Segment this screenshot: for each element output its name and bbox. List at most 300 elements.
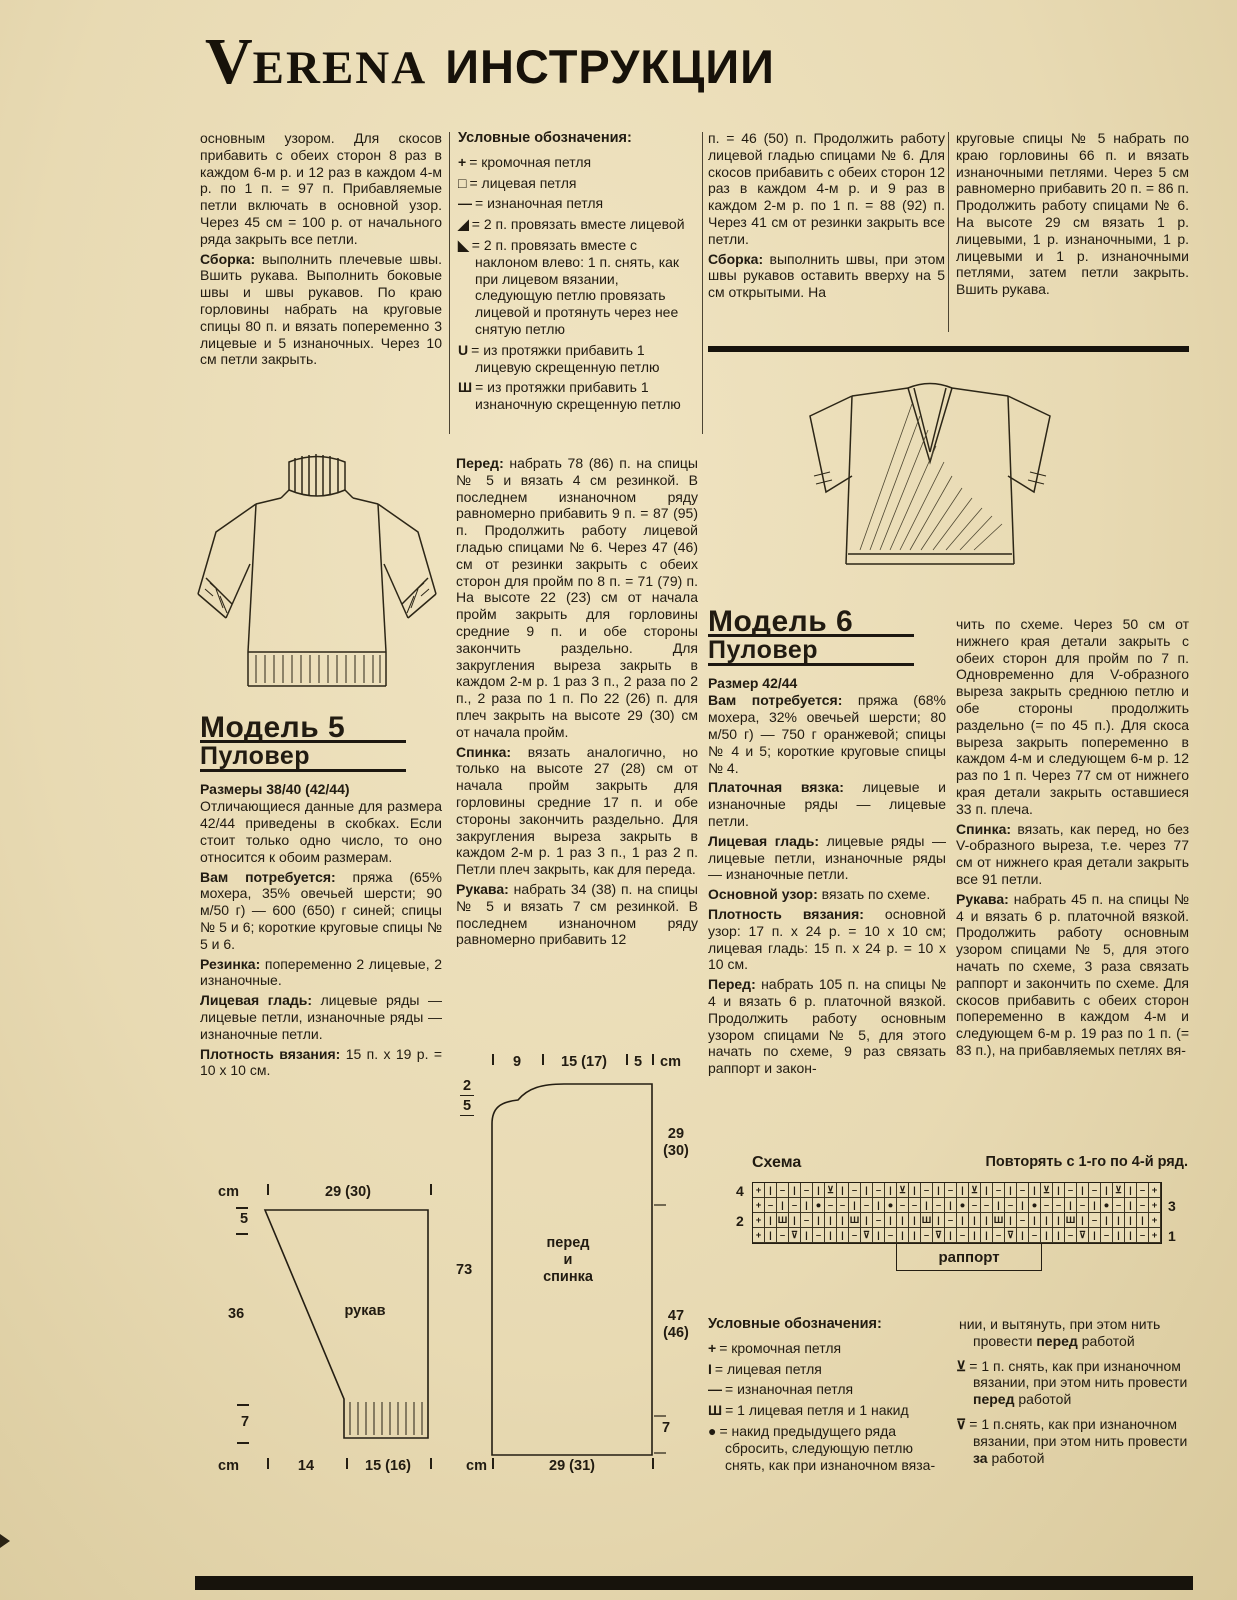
chart-cell: | [1053,1213,1065,1228]
chart-cell: – [873,1183,885,1198]
chart-cell: – [945,1213,957,1228]
chart-cell: – [1053,1198,1065,1213]
body-text: лицевые ряды — лицевые петли, изнаночные ряды — изнаночные петли. [708,832,946,883]
legend-item [458,154,698,171]
schema-title: Схема [752,1154,802,1171]
chart-cell: | [837,1213,849,1228]
para-label: Перед: [708,976,756,993]
chart-cell: – [801,1213,813,1228]
sleeve-bottom-width: 15 (16) [365,1458,411,1474]
body-text: пряжа (68% мохера, 32% овечьей шерсти; 80 м/50 г) — 750 г оранжевой; спицы № 4 и 5; короткие круговые спицы № 4. [708,692,946,776]
chart-cell: + [1149,1183,1161,1198]
legend-item [708,1402,948,1419]
chart-cell: – [1137,1228,1149,1243]
body-text: основным узором. Для скосов прибавить с обеих сторон 8 раз в каждом 6-м р. и 12 раз в каждом 4-м р. по 1 п. = 97 п. Прибавляемые петли включать в основной узор. Через 45 см = 100 р. от начального ряда закрыть все петли. [200,130,442,247]
tick-mark [492,1458,494,1469]
chart-cell: – [777,1183,789,1198]
model6-section [708,605,947,1080]
chart-cell: ⊽ [861,1228,873,1243]
body-part-line3: спинка [543,1269,593,1285]
chart-cell: | [981,1183,993,1198]
chart-cell: | [1077,1213,1089,1228]
chart-cell: | [1125,1198,1137,1213]
legend-text: нии, и вытянуть, при этом нить провести [959,1316,1161,1349]
chart-cell: – [825,1198,837,1213]
column-divider [449,132,450,434]
para-label: Спинка: [456,743,512,760]
stitch-symbol: ◣ [458,236,469,253]
body-right-mid-value: 47 [667,1308,685,1324]
body-left-top-b: 5 [460,1098,474,1116]
model6-sweater-drawing [790,364,1070,599]
body-cm-top: cm [660,1054,681,1070]
continuation-text-col1 [200,130,442,371]
legend-text: = 1 п. снять, как при изнаночном вязании, при этом нить провести [969,1357,1188,1391]
legend-item [708,1361,948,1378]
body-left-top-a: 2 [460,1078,474,1096]
symbols-legend-1 [458,130,698,417]
para-label: Плотность вязания: [708,905,864,922]
model5-sizes: Размеры 38/40 (42/44) [200,780,350,797]
para-label: Рукава: [956,890,1009,907]
legend-items [956,1316,1189,1466]
chart-cell: | [1029,1183,1041,1198]
chart-cell: – [933,1198,945,1213]
stitch-symbol: ⊻ [956,1357,967,1374]
para-label: Основной узор: [708,886,818,903]
tick-mark [430,1458,432,1469]
body-text: 15 п. х 19 р. = 10 х 10 см. [200,1045,443,1079]
body-text: круговые спицы № 5 набрать по краю горловины 66 п. и вязать изнаночными петлями. Через 5 см равномерно прибавить 20 п. = 86 п. Продолжить работу спицами № 6. На высоте 29 см вязать 1 р. лицевыми, 1 р. изнаночными, 1 р. лицевыми и 1 р. изнаночными петлями, затем петли закрыть. Вшить рукава. [956,130,1189,298]
legend-text: = 1 лицевая петля и 1 накид [725,1402,909,1419]
model5-subtitle: Пуловер [200,748,406,772]
model6-sizes: Размер 42/44 [708,674,798,691]
model5-title: Модель 5 [200,720,406,743]
stitch-symbol: ⊽ [956,1415,967,1432]
para-label: Рукава: [456,880,509,897]
body-right-mid [656,1308,696,1342]
chart-cell: | [1053,1183,1065,1198]
body-text: лицевые ряды — лицевые петли, изнаночные ряды — изнаночные петли. [200,992,442,1042]
legend-item [458,175,698,192]
chart-cell: | [1065,1198,1077,1213]
legend-text: = 1 п.снять, как при изнаночном вязании, при этом нить провести [969,1415,1188,1449]
chart-cell: – [1101,1228,1113,1243]
chart-cell: Ш [1065,1213,1077,1228]
chart-cell: – [849,1183,861,1198]
chart-cell: – [909,1198,921,1213]
body-part-line1: перед [546,1235,590,1251]
body-text: набрать 78 (86) п. на спицы № 5 и вязать 4 см резинкой. В последнем изнаночном ряду равномерно прибавить 9 п. = 87 (95) п. Продолжить работу лицевой гладью спицами № 6. Через 47 (46) см от резинки закрыть с обеих сторон для пройм по 8 п. = 71 (79) п. На высоте 22 (23) см от начала пройм закрыть для горловины средние 9 п. и обе стороны закончить раздельно. Для закругления выреза закрыть в каждом 2-м р. 1 раз 3 п., 2 раза по 2 п., 2 раза по 1 п. По 22 (26) п. для плеч закрыть на высоте 29 (30) см от начала пройм. [456,455,698,740]
chart-cell: – [765,1198,777,1213]
chart-cell: – [789,1198,801,1213]
legend-text: = из протяжки прибавить 1 лицевую скрещенную петлю [471,341,660,375]
sleeve-cm-top: cm [218,1184,239,1200]
sleeve-left-bottom: 7 [241,1414,250,1430]
chart-cell: – [897,1198,909,1213]
chart-cell: ⊽ [1005,1228,1017,1243]
body-text: набрать 45 п. на спицы № 4 и вязать 6 р. платочной вязкой. Продолжить работу основным узором спицами № 5, для этого начать по схеме, 3 раза связать раппорт и закончить по схеме. Для скосов прибавить с обеих сторон попеременно в каждом 4-м и следующем 6-м р. 19 раз по 1 п. (= 83 п.), на прибавляемых петлях вя- [956,890,1189,1058]
legend-title: Условные обозначения: [708,1316,882,1332]
body-bottom-width: 29 (31) [549,1458,595,1474]
chart-row-label-2: 2 [736,1213,744,1229]
legend-text: работой [1077,1332,1135,1349]
chart-cell: | [1125,1213,1137,1228]
chart-cell: | [969,1213,981,1228]
chart-cell: | [969,1228,981,1243]
masthead [205,24,775,100]
chart-cell: | [789,1183,801,1198]
chart-cell: – [849,1228,861,1243]
chart-cell: + [753,1213,765,1228]
chart-cell: | [813,1183,825,1198]
chart-cell: – [921,1228,933,1243]
para-label: Резинка: [200,955,261,972]
model6-subtitle: Пуловер [708,642,914,666]
chart-cell: – [1089,1213,1101,1228]
chart-cell: | [777,1198,789,1213]
legend-items [458,154,698,413]
body-cm-bottom: cm [466,1458,487,1474]
chart-row-label-1: 1 [1168,1228,1176,1244]
body-text: набрать 105 п. на спицы № 4 и вязать 6 р. платочной вязкой. Продолжить работу основным узором спицами № 5, для этого начать по схеме, 9 раз связать раппорт и закон- [708,976,947,1077]
chart-cell: ● [885,1198,897,1213]
legend-text-bold: перед [1036,1332,1078,1349]
chart-cell: – [1137,1183,1149,1198]
para-label: Лицевая гладь: [708,832,820,849]
body-text: вязать аналогично, но только на высоте 27 (28) см от начала пройм закрыть для горловины средние 17 п. и обе стороны закончить раздельно. Для закругления выреза закрыть в каждом 2-м р. 1 раз 3 п., 1 раз 2 п. Петли плеч закрыть, как для переда. [456,743,698,878]
body-text: п. = 46 (50) п. Продолжить работу лицевой гладью спицами № 6. Для скосов прибавить с обеих сторон 12 раз в каждом 4-м р. и 9 раз в каждом 2-м р. по 1 п. = 88 (92) п. Через 41 см от резинки закрыть все петли. [708,130,945,247]
stitch-symbol: Ш [458,379,473,396]
chart-cell: Ш [849,1213,861,1228]
chart-cell: ⊻ [1113,1183,1125,1198]
chart-cell: – [813,1228,825,1243]
stitch-symbol: I [708,1360,712,1377]
sleeve-cm-bottom: cm [218,1458,239,1474]
chart-cell: | [1017,1198,1029,1213]
logo-rest: ERENA [252,42,428,94]
body-text: Отличающиеся данные для размера 42/44 приведены в скобках. Если стоит только одно число, то оно относится к обоим размерам. [200,798,442,865]
chart-cell: – [1065,1183,1077,1198]
body-text: вязать, как перед, но без V-образного выреза, т.е. через 77 см от нижнего края детали закрыть все 91 петли. [956,820,1189,887]
chart-cell: ● [1101,1198,1113,1213]
tick-mark [237,1442,249,1444]
chart-cell: | [1113,1213,1125,1228]
body-text: выполнить швы, при этом швы рукавов оставить вверху на 5 см открытыми. На [708,250,945,301]
body-left-mid: 73 [456,1262,473,1278]
para-label: Плотность вязания: [200,1045,341,1062]
stitch-symbol: — [708,1381,722,1398]
stitch-symbol: □ [458,174,467,191]
chart-cell: – [969,1198,981,1213]
chart-cell: | [1101,1183,1113,1198]
legend-item [458,342,698,376]
chart-cell: | [861,1213,873,1228]
schema-repeat-note: Повторять с 1-го по 4-й ряд. [985,1154,1188,1170]
tick-mark [492,1054,494,1065]
chart-cell: – [1017,1213,1029,1228]
body-right-top [656,1126,696,1160]
chart-cell: | [1053,1228,1065,1243]
chart-cell: – [801,1183,813,1198]
body-text: вязать по схеме. [821,886,931,903]
legend-text: = лицевая петля [469,174,577,191]
body-part-line2: и [563,1252,573,1268]
chart-cell: – [993,1228,1005,1243]
chart-cell: | [837,1183,849,1198]
section-rule [708,346,1189,352]
chart-cell: | [1041,1228,1053,1243]
tick-mark [267,1184,269,1195]
chart-cell: ⊽ [933,1228,945,1243]
legend-item [458,237,698,338]
stitch-symbol: + [458,153,467,170]
para-label: Сборка: [708,250,764,267]
chart-cell: – [1137,1198,1149,1213]
chart-cell: – [1077,1198,1089,1213]
chart-cell: | [1089,1228,1101,1243]
chart-cell: | [921,1198,933,1213]
chart-cell: – [1041,1198,1053,1213]
chart-cell: – [1029,1228,1041,1243]
legend-item [708,1340,948,1357]
sleeve-top-width: 29 (30) [325,1184,371,1200]
para-label: Лицевая гладь: [200,992,313,1009]
body-text: попеременно 2 лицевые, 2 изнаночные. [200,955,442,989]
symbols-legend-2 [708,1316,948,1477]
tick-mark [430,1184,432,1195]
chart-cell: ⊽ [789,1228,801,1243]
sleeve-bottom-offset: 14 [297,1458,315,1474]
legend-item [956,1316,1189,1350]
chart-cell: ⊽ [1077,1228,1089,1243]
legend-text: = изнаночная петля [475,195,604,212]
chart-cell: | [1077,1183,1089,1198]
chart-row-label-4: 4 [736,1183,744,1199]
chart-cell: – [945,1183,957,1198]
chart-cell: | [993,1198,1005,1213]
chart-cell: | [825,1213,837,1228]
chart-cell: ● [957,1198,969,1213]
chart-cell: | [885,1213,897,1228]
para-label: Спинка: [956,820,1012,837]
legend-item [956,1358,1189,1408]
chart-cell: | [1137,1213,1149,1228]
body-right-bottom: 7 [662,1420,671,1436]
body-top-seg3: 5 [633,1054,643,1070]
chart-cell: | [909,1228,921,1243]
legend-item [708,1381,948,1398]
chart-cell: | [897,1228,909,1243]
chart-cell: | [933,1183,945,1198]
legend-item [458,379,698,413]
chart-cell: – [993,1183,1005,1198]
page-edge-mark [0,1534,10,1548]
model5-sweater-drawing [192,446,447,708]
stitch-symbol: ◢ [458,216,469,233]
legend-item [458,216,698,233]
bottom-rule [195,1576,1193,1590]
body-text: пряжа (65% мохера, 35% овечьей шерсти; 90 м/50 г) — 600 (650) г синей; спицы № 5 и 6; короткие круговые спицы № 5 и 6. [200,868,442,952]
chart-cell: | [873,1228,885,1243]
page-title: ИНСТРУКЦИИ [445,40,775,93]
para-label: Сборка: [200,250,256,267]
tick-mark [267,1458,269,1469]
chart-cell: – [981,1198,993,1213]
chart-cell: ● [1029,1198,1041,1213]
chart-cell: | [1005,1183,1017,1198]
para-label: Вам потребуется: [200,868,336,885]
chart-cell: | [765,1228,777,1243]
chart-cell: | [981,1228,993,1243]
tick-mark [652,1054,654,1065]
chart-cell: | [957,1183,969,1198]
chart-cell: Ш [993,1213,1005,1228]
body-right-top-value: 29 [667,1126,685,1142]
chart-cell: | [1005,1213,1017,1228]
para-label: Платочная вязка: [708,779,844,796]
column-divider [702,132,703,434]
sleeve-part-label: рукав [344,1303,386,1319]
chart-cell: – [1113,1198,1125,1213]
chart-cell: | [945,1228,957,1243]
legend-item [708,1423,948,1473]
chart-cell: – [1089,1183,1101,1198]
chart-cell: | [801,1228,813,1243]
legend-items [708,1340,948,1474]
chart-cell: | [1029,1213,1041,1228]
continuation-text-col4 [956,130,1189,301]
para-label: Вам потребуется: [708,692,843,709]
logo-initial: V [205,25,253,98]
chart-cell: ⊻ [897,1183,909,1198]
model6-instructions-col [956,616,1189,1062]
model5-section [200,711,443,1082]
chart-cell: + [753,1198,765,1213]
body-text: чить по схеме. Через 50 см от нижнего края детали закрыть с обеих сторон для пройм по 7 п. Одновременно для V-образного выреза закрыть среднюю петлю и обе стороны продолжить раздельно (= по 45 п.). Для скоса выреза закрыть попеременно в каждом 4-м и следующем 6-м р. 12 раз по 1 п. Через 77 см от нижнего края детали закрыть оставшиеся 33 п. плеча. [956,616,1189,817]
legend-text: работой [1014,1391,1072,1408]
legend-text: = лицевая петля [714,1360,822,1377]
chart-cell: | [801,1198,813,1213]
chart-cell: – [837,1198,849,1213]
chart-cell: | [1101,1213,1113,1228]
chart-cell: – [885,1228,897,1243]
tick-mark [237,1404,249,1406]
chart-cell: – [777,1228,789,1243]
sleeve-left-top: 5 [240,1211,249,1227]
chart-cell: | [945,1198,957,1213]
chart-cell: | [1041,1213,1053,1228]
model5-instructions-col [456,455,698,951]
chart-cell: | [957,1213,969,1228]
chart-cell: – [861,1198,873,1213]
chart-cell: | [1125,1228,1137,1243]
body-text: основной узор: 17 п. х 24 р. = 10 х 10 см; лицевая гладь: 15 п. х 24 р. = 10 х 10 см. [708,905,947,973]
chart-cell: | [861,1183,873,1198]
body-text: лицевые и изнаночные ряды — лицевые петли. [708,779,946,829]
chart-cell: – [1017,1183,1029,1198]
legend-text: = 2 п. провязать вместе с наклоном влево: 1 п. снять, как при лицевом вязании, следующую петлю провязать лицевой и протянуть через нее снятую петлю [471,236,680,337]
legend-text: = 2 п. провязать вместе лицевой [471,216,685,233]
chart-cell: | [1089,1198,1101,1213]
chart-cell: | [789,1213,801,1228]
sleeve-left-mid: 36 [228,1306,245,1322]
legend-text: работой [987,1449,1045,1466]
chart-cell: + [1149,1228,1161,1243]
column-divider [948,132,949,332]
tick-mark [346,1458,348,1469]
chart-cell: ⊻ [1041,1183,1053,1198]
legend-text-bold: за [973,1449,988,1466]
body-top-seg1: 9 [512,1054,522,1070]
chart-cell: – [1005,1198,1017,1213]
chart-cell: – [921,1183,933,1198]
tick-mark [652,1458,654,1469]
chart-cell: – [957,1228,969,1243]
chart-cell: | [849,1198,861,1213]
legend-text: = накид предыдущего ряда сбросить, следующую петлю снять, как при изнаночном вяза- [719,1422,936,1473]
legend-title: Условные обозначения: [458,130,632,146]
chart-cell: Ш [777,1213,789,1228]
chart-cell: ⊻ [969,1183,981,1198]
tick-mark [542,1054,544,1065]
body-top-seg2: 15 (17) [561,1054,607,1070]
stitch-symbol: ● [708,1422,717,1439]
chart-cell: ⊻ [825,1183,837,1198]
chart-row-label-3: 3 [1168,1198,1176,1214]
body-text: набрать 34 (38) п. на спицы № 5 и вязать 7 см резинкой. В последнем изнаночном ряду равномерно прибавить 12 [456,880,698,948]
chart-cell: | [873,1198,885,1213]
stitch-symbol: Ш [708,1402,723,1419]
chart-cell: + [1149,1213,1161,1228]
chart-cell: | [813,1213,825,1228]
stitch-symbol: U [458,341,469,358]
rapport-bracket [896,1244,1042,1271]
chart-cell: | [765,1213,777,1228]
chart-cell: | [981,1213,993,1228]
chart-cell: + [753,1183,765,1198]
legend-text-bold: перед [973,1391,1015,1408]
chart-cell: Ш [921,1213,933,1228]
rapport-label: раппорт [938,1248,1000,1266]
chart-cell: – [1065,1228,1077,1243]
stitch-symbol: + [708,1339,717,1356]
chart-cell: + [753,1228,765,1243]
chart-cell: | [765,1183,777,1198]
legend-text: = изнаночная петля [725,1381,854,1398]
chart-cell: | [909,1213,921,1228]
chart-cell: | [897,1213,909,1228]
stitch-symbol: — [458,195,472,212]
chart-cell: ● [813,1198,825,1213]
chart-cell: | [909,1183,921,1198]
chart-cell: – [873,1213,885,1228]
knitting-chart [752,1182,1162,1244]
body-part-label [525,1235,611,1286]
legend-text: = кромочная петля [719,1339,842,1356]
legend-text: = из протяжки прибавить 1 изнаночную скрещенную петлю [475,379,681,413]
tick-mark [236,1207,248,1209]
symbols-legend-2-continued [956,1316,1189,1474]
chart-cell: | [1125,1183,1137,1198]
legend-item [956,1416,1189,1466]
legend-item [458,195,698,212]
chart-cell: | [1017,1228,1029,1243]
chart-cell: | [885,1183,897,1198]
para-label: Перед: [456,455,504,471]
model6-title: Модель 6 [708,614,914,637]
continuation-text-col3 [708,130,945,304]
